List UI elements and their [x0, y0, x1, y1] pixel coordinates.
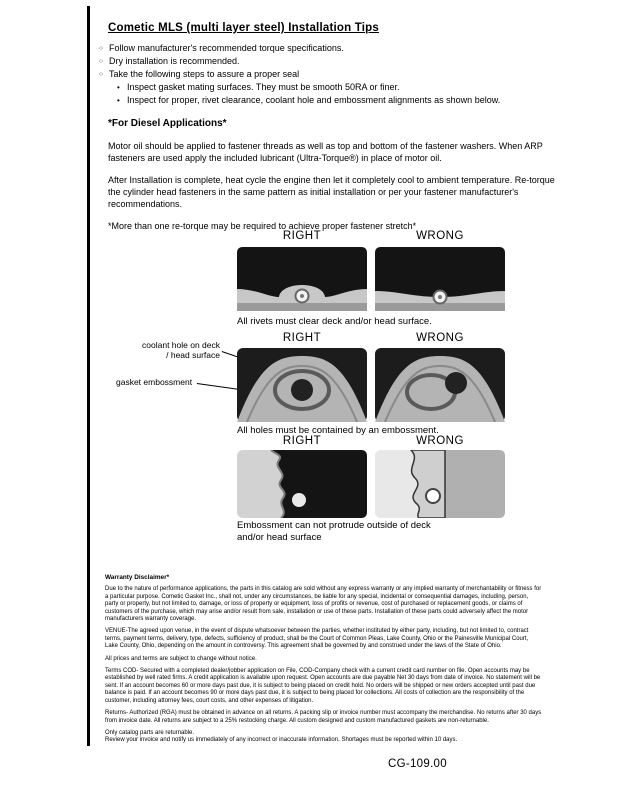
tip-item	[99, 56, 549, 67]
embossment-diagram-row	[237, 450, 505, 518]
tip-text: Follow manufacturer's recommended torque specifications.	[109, 43, 344, 53]
diagram-header-row	[237, 230, 505, 242]
rivet-right-diagram	[237, 247, 367, 311]
disclaimer-paragraph: All prices and terms are subject to change without notice.	[105, 655, 257, 662]
disclaimer-paragraph: Due to the nature of performance applications, the parts in this catalog are sold without any express warranty or any implied warranty of merchantability or fitness for a particular purpose. Cometic Gasket Inc., shall not, under any circumstances, be liable for any special, incidental or consequential damages, including, person, party or property, but not limited to, damage, or loss of property or equipment, loss of profits or revenue, cost of purchased or replacement goods, or claims of customers of the purchase, which may arise and/or result from sale, installation or use of these parts. Installation of these parts could adversely affect the motor manufacturers warranty coverage.	[105, 586, 542, 623]
tip-item	[99, 69, 549, 80]
embossment-right-diagram	[237, 450, 367, 518]
hole-right-diagram	[237, 348, 367, 422]
hole-diagram-row	[237, 348, 505, 422]
installation-tips-list	[99, 43, 549, 108]
coolant-hole-callout: coolant hole on deck / head surface	[142, 340, 220, 360]
sub-tip-item	[117, 95, 549, 106]
disclaimer-paragraph: Only catalog parts are returnable.	[105, 729, 195, 736]
right-label: RIGHT	[282, 435, 322, 447]
sub-bullet-icon: •	[117, 96, 120, 105]
rivet-diagram-row	[237, 247, 505, 311]
sub-bullet-icon: •	[117, 83, 120, 92]
wrong-label: WRONG	[416, 230, 464, 242]
disclaimer-paragraph: Returns- Authorized (RGA) must be obtained in advance on all returns. A packing slip or invoice number must accompany the merchandise. No returns after 30 days from invoice date. All returns are subject to a 25% restocking charge. All custom designed and custom manufactured gaskets are non-returnable.	[105, 710, 542, 724]
tip-item	[99, 43, 549, 54]
rivet-wrong-diagram	[375, 247, 505, 311]
tip-text: Take the following steps to assure a proper seal	[109, 69, 300, 79]
right-label: RIGHT	[282, 230, 322, 242]
hole-caption: All holes must be contained by an embossment.	[237, 425, 439, 436]
page-code: CG-109.00	[388, 758, 447, 770]
tip-text: Dry installation is recommended.	[109, 56, 240, 66]
bullet-icon: ○	[99, 71, 103, 78]
warranty-disclaimer	[105, 574, 542, 750]
page-title: Cometic MLS (multi layer steel) Installation Tips	[108, 22, 379, 34]
rivet-caption: All rivets must clear deck and/or head surface.	[237, 316, 432, 327]
bullet-icon: ○	[99, 45, 103, 52]
diesel-applications-section	[108, 118, 555, 232]
sub-tip-item	[117, 82, 549, 93]
disclaimer-paragraph: Review your invoice and notify us immediately of any incorrect or inaccurate information. Shortages must be reported within 10 days.	[105, 737, 458, 744]
wrong-label: WRONG	[416, 435, 464, 447]
disclaimer-heading: Warranty Disclaimer*	[105, 574, 170, 581]
right-label: RIGHT	[282, 332, 322, 344]
wrong-label: WRONG	[416, 332, 464, 344]
bullet-icon: ○	[99, 58, 103, 65]
sub-tip-text: Inspect for proper, rivet clearance, coolant hole and embossment alignments as shown below.	[127, 95, 501, 105]
diesel-paragraph: After Installation is complete, heat cycle the engine then let it completely cool to ambient temperature. Re-torque the cylinder head fasteners in the same pattern as initial installation or per your fastener manufacturer's recommendations.	[108, 175, 555, 209]
diesel-heading: *For Diesel Applications*	[108, 118, 227, 129]
sub-tip-text: Inspect gasket mating surfaces. They must be smooth 50RA or finer.	[127, 82, 400, 92]
diesel-paragraph: Motor oil should be applied to fastener threads as well as top and bottom of the fastener washers. When ARP fasteners are used apply the included lubricant (Ultra-Torque®) in place of motor oil.	[108, 141, 543, 163]
embossment-caption: Embossment can not protrude outside of deck and/or head surface	[237, 520, 431, 543]
retorque-note: *More than one re-torque may be required to achieve proper fastener stretch*	[108, 221, 417, 231]
diagram-section	[0, 228, 618, 546]
embossment-callout: gasket embossment	[116, 377, 193, 387]
diagram-header-row	[237, 332, 505, 344]
embossment-wrong-diagram	[375, 450, 505, 518]
diagram-header-row	[237, 435, 505, 447]
disclaimer-paragraph: VENUE-The agreed upon venue, in the event of dispute whatsoever between the parties, whether instituted by either party, including, but not limited to, contract terms, payment terms, delivery, type, defects, sufficiency of product, shall be the Court of Common Pleas, Lake County, Ohio or the Painesville Municipal Court, Lake County, Ohio, depending on the amount in controversy. This agreement shall be governed by and construed under the laws of the State of Ohio.	[105, 628, 529, 650]
hole-wrong-diagram	[375, 348, 505, 422]
disclaimer-paragraph: Terms COD- Secured with a completed dealer/jobber application on File, COD-Company check with a current credit card number on file. Open accounts may be established by well rated firms. A credit application is available upon request. Open accounts are due payable Net 30 days from date of invoice. No statement will be sent. If an account becomes 60 or more days past due, it is subject to being placed on credit hold. No orders will be shipped or new orders accepted until past due balance is paid. If an account becomes 90 or more days past due, it is subject to being placed for collections. All costs of collection are the responsibility of the customer, including attorney fees, court costs, and other expenses of litigation.	[105, 668, 541, 704]
